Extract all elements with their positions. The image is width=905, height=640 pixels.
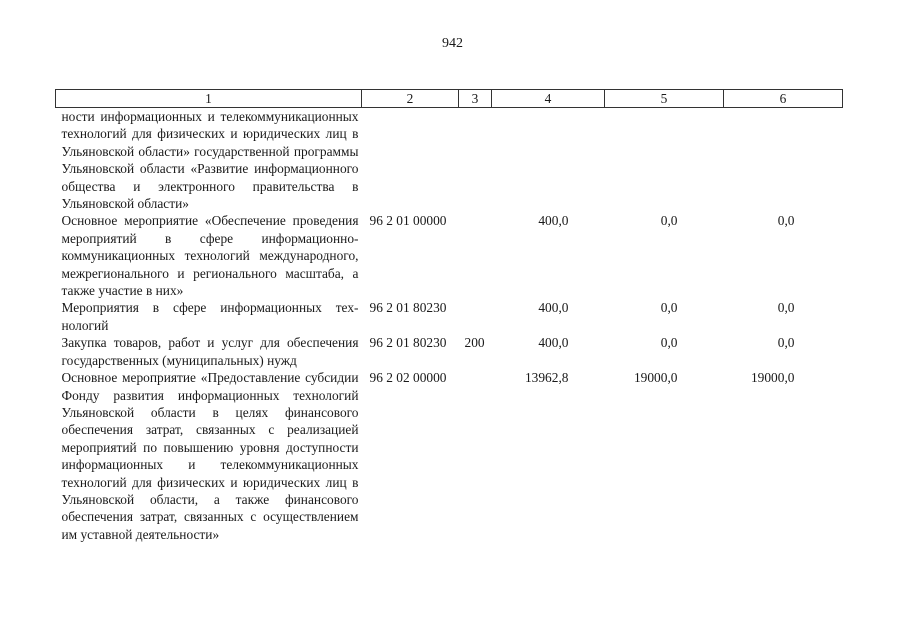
item-amount-col4: 400,0 — [538, 213, 569, 229]
item-amount-col5: 0,0 — [660, 213, 678, 229]
table-row — [56, 108, 843, 213]
table-row — [56, 212, 843, 299]
item-name: Закупка товаров, работ и услуг для обеспечения государственных (муниципальных) нужд — [61, 335, 359, 368]
item-amount-col6: 0,0 — [777, 300, 795, 316]
column-header: 1 — [56, 90, 362, 108]
budget-table — [55, 89, 843, 543]
item-code: 96 2 02 00000 — [369, 370, 447, 386]
item-amount-col5: 0,0 — [660, 335, 678, 351]
item-code: 96 2 01 00000 — [369, 213, 447, 229]
table-row — [56, 299, 843, 334]
column-header: 4 — [492, 90, 605, 108]
item-expense-type — [459, 299, 492, 334]
item-amount-col6 — [724, 108, 843, 213]
table-row — [56, 369, 843, 543]
column-header: 3 — [459, 90, 492, 108]
item-code: 96 2 01 80230 — [369, 300, 447, 316]
item-expense-type — [459, 108, 492, 213]
column-header: 2 — [362, 90, 459, 108]
item-amount-col5 — [605, 108, 724, 213]
item-name: ности информационных и телекоммуникационных технологий для физических и юридических лиц в Ульяновской области» государственной программы Ульяновской области «Развитие информационного общества и электронного правительства в Ульяновской области» — [61, 109, 359, 212]
item-amount-col4 — [492, 108, 605, 213]
item-expense-type — [459, 212, 492, 299]
item-name: Основное мероприятие «Предоставление субсидии Фонду развития информационных технологий Ульяновской области в целях финансового обеспечения затрат, связанных с реализацией мероприятий по повышению уровня доступности информационных и телекоммуникационных технологий для физических и юридических лиц в Ульяновской области, а также финансового обеспечения затрат, связанных с осуществлением им уставной деятельности» — [61, 370, 359, 542]
column-header: 5 — [605, 90, 724, 108]
item-code — [362, 108, 459, 213]
item-amount-col6: 0,0 — [777, 335, 795, 351]
item-expense-type: 200 — [464, 335, 485, 351]
page-number: 942 — [442, 36, 463, 51]
item-expense-type — [459, 369, 492, 543]
item-name: Основное мероприятие «Обеспечение проведения мероприятий в сфере информационно-коммуникационных технологий международного, межрегионального и регионального масштаба, а также участие в них» — [61, 213, 359, 299]
column-header: 6 — [724, 90, 843, 108]
item-amount-col5: 19000,0 — [633, 370, 678, 386]
item-amount-col4: 400,0 — [538, 335, 569, 351]
item-amount-col5: 0,0 — [660, 300, 678, 316]
item-amount-col6: 0,0 — [777, 213, 795, 229]
table-header-row — [56, 90, 843, 108]
item-amount-col6: 19000,0 — [750, 370, 795, 386]
item-code: 96 2 01 80230 — [369, 335, 447, 351]
item-name: Мероприятия в сфере информационных технологий — [61, 300, 359, 333]
table-row — [56, 334, 843, 369]
item-amount-col4: 400,0 — [538, 300, 569, 316]
item-amount-col4: 13962,8 — [524, 370, 569, 386]
